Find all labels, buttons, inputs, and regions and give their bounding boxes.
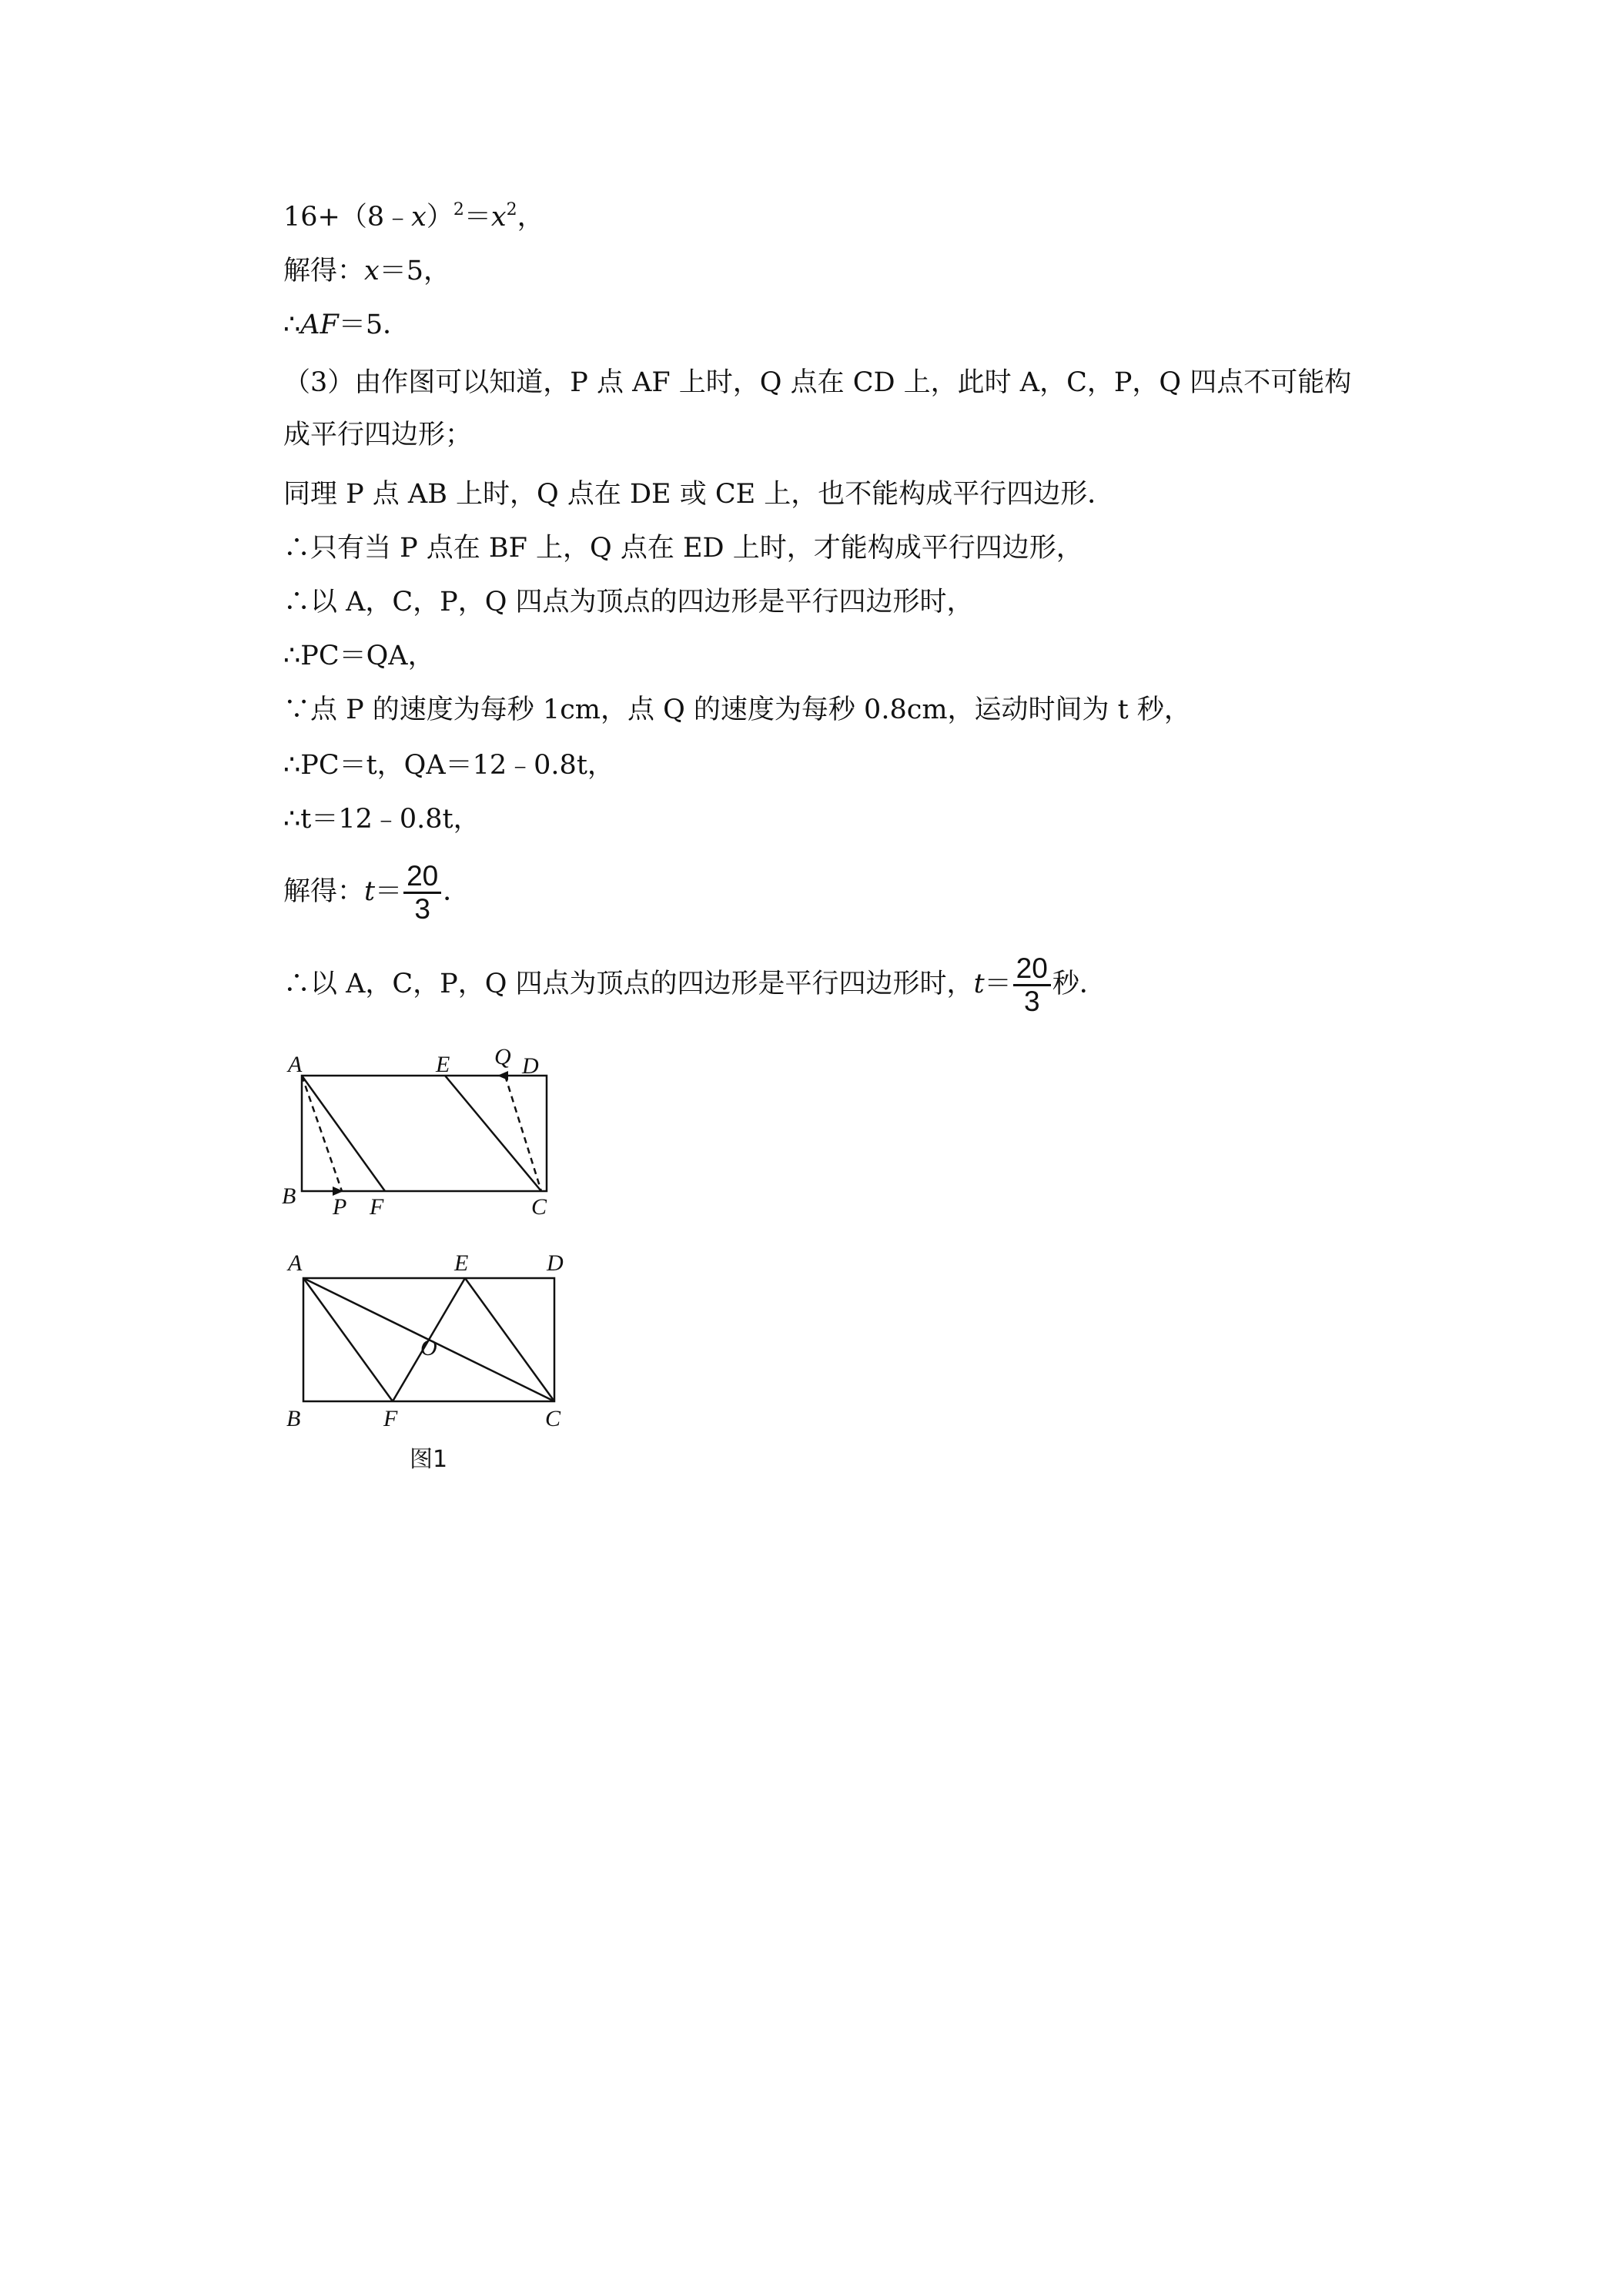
text-line-12: ∴t＝12﹣0.8t， bbox=[283, 804, 480, 835]
label-f: F bbox=[383, 1406, 398, 1431]
label-a: A bbox=[288, 1052, 303, 1077]
label-b: B bbox=[286, 1406, 301, 1431]
arrow-q-icon bbox=[497, 1071, 508, 1080]
text: ∴ bbox=[283, 310, 301, 340]
label-b: B bbox=[282, 1183, 296, 1209]
segment-ap-dashed bbox=[302, 1076, 342, 1191]
label-o: O bbox=[420, 1335, 437, 1361]
fraction bbox=[403, 861, 441, 925]
label-d: D bbox=[547, 1250, 564, 1276]
text-line-4: （3）由作图可以知道，P 点 AF 上时，Q 点在 CD 上，此时 A，C，P，Q 四点不可能构 bbox=[283, 367, 1352, 398]
segment-ec bbox=[465, 1278, 554, 1401]
label-d: D bbox=[522, 1053, 539, 1079]
fraction-denominator: 3 bbox=[1023, 986, 1040, 1017]
equation-line-1 bbox=[283, 200, 544, 234]
text-line-5: 成平行四边形； bbox=[283, 420, 473, 450]
text: 解得： bbox=[283, 876, 365, 907]
fraction-numerator: 20 bbox=[1013, 953, 1051, 986]
label-p: P bbox=[333, 1194, 347, 1220]
figure-1-rectangle-diagonals bbox=[277, 1240, 585, 1478]
var-t: t bbox=[364, 876, 376, 907]
text: ＝5． bbox=[338, 310, 410, 340]
text: ＝ bbox=[984, 969, 1012, 999]
equation-line-3 bbox=[283, 308, 410, 342]
text-line-9: ∴PC＝QA， bbox=[283, 641, 435, 671]
text: 解得： bbox=[283, 256, 365, 286]
equation-line-2 bbox=[283, 254, 450, 288]
figure-caption: 图1 bbox=[410, 1446, 448, 1473]
text: 秒． bbox=[1052, 969, 1106, 999]
segment-af bbox=[303, 1278, 393, 1401]
segment-qc-dashed bbox=[505, 1076, 541, 1191]
fraction bbox=[1013, 953, 1051, 1017]
text-line-10: ∵点 P 的速度为每秒 1cm，点 Q 的速度为每秒 0.8cm，运动时间为 t 秒， bbox=[283, 694, 1191, 725]
label-a: A bbox=[288, 1250, 303, 1276]
text-line-6: 同理 P 点 AB 上时，Q 点在 DE 或 CE 上，也不能构成平行四边形． bbox=[283, 479, 1115, 510]
var-x: x bbox=[411, 202, 427, 233]
var-x: x bbox=[490, 202, 507, 233]
label-c: C bbox=[531, 1194, 547, 1220]
label-q: Q bbox=[494, 1044, 511, 1069]
segment-ec bbox=[445, 1076, 541, 1191]
label-f: F bbox=[370, 1194, 384, 1220]
label-e: E bbox=[454, 1250, 469, 1276]
text-line-11: ∴PC＝t，QA＝12﹣0.8t， bbox=[283, 750, 614, 781]
text: ＝ bbox=[463, 202, 491, 233]
figure-rectangle-moving-points bbox=[277, 1043, 585, 1220]
superscript: 2 bbox=[453, 200, 464, 219]
superscript: 2 bbox=[506, 200, 517, 219]
var-x: x bbox=[364, 256, 380, 286]
text: ＝5， bbox=[379, 256, 451, 286]
fraction-denominator: 3 bbox=[414, 893, 430, 925]
text-line-8: ∴以 A，C，P，Q 四点为顶点的四边形是平行四边形时， bbox=[283, 587, 974, 618]
var-af: AF bbox=[300, 310, 339, 340]
label-c: C bbox=[545, 1406, 561, 1431]
text-line-7: ∴只有当 P 点在 BF 上，Q 点在 ED 上时，才能构成平行四边形， bbox=[283, 533, 1083, 564]
conclusion-line-14 bbox=[283, 953, 1106, 1017]
text: ， bbox=[517, 202, 544, 233]
rectangle-abcd bbox=[302, 1076, 547, 1191]
var-t: t bbox=[973, 969, 985, 999]
text: ． bbox=[443, 876, 470, 907]
text: ∴以 A，C，P，Q 四点为顶点的四边形是平行四边形时， bbox=[283, 969, 974, 999]
text: 16+（8﹣ bbox=[283, 202, 412, 233]
text: ） bbox=[426, 202, 453, 233]
segment-af bbox=[302, 1076, 385, 1191]
solution-line-13 bbox=[283, 861, 470, 925]
text: ＝ bbox=[375, 876, 403, 907]
fraction-numerator: 20 bbox=[403, 861, 441, 894]
label-e: E bbox=[436, 1052, 450, 1077]
